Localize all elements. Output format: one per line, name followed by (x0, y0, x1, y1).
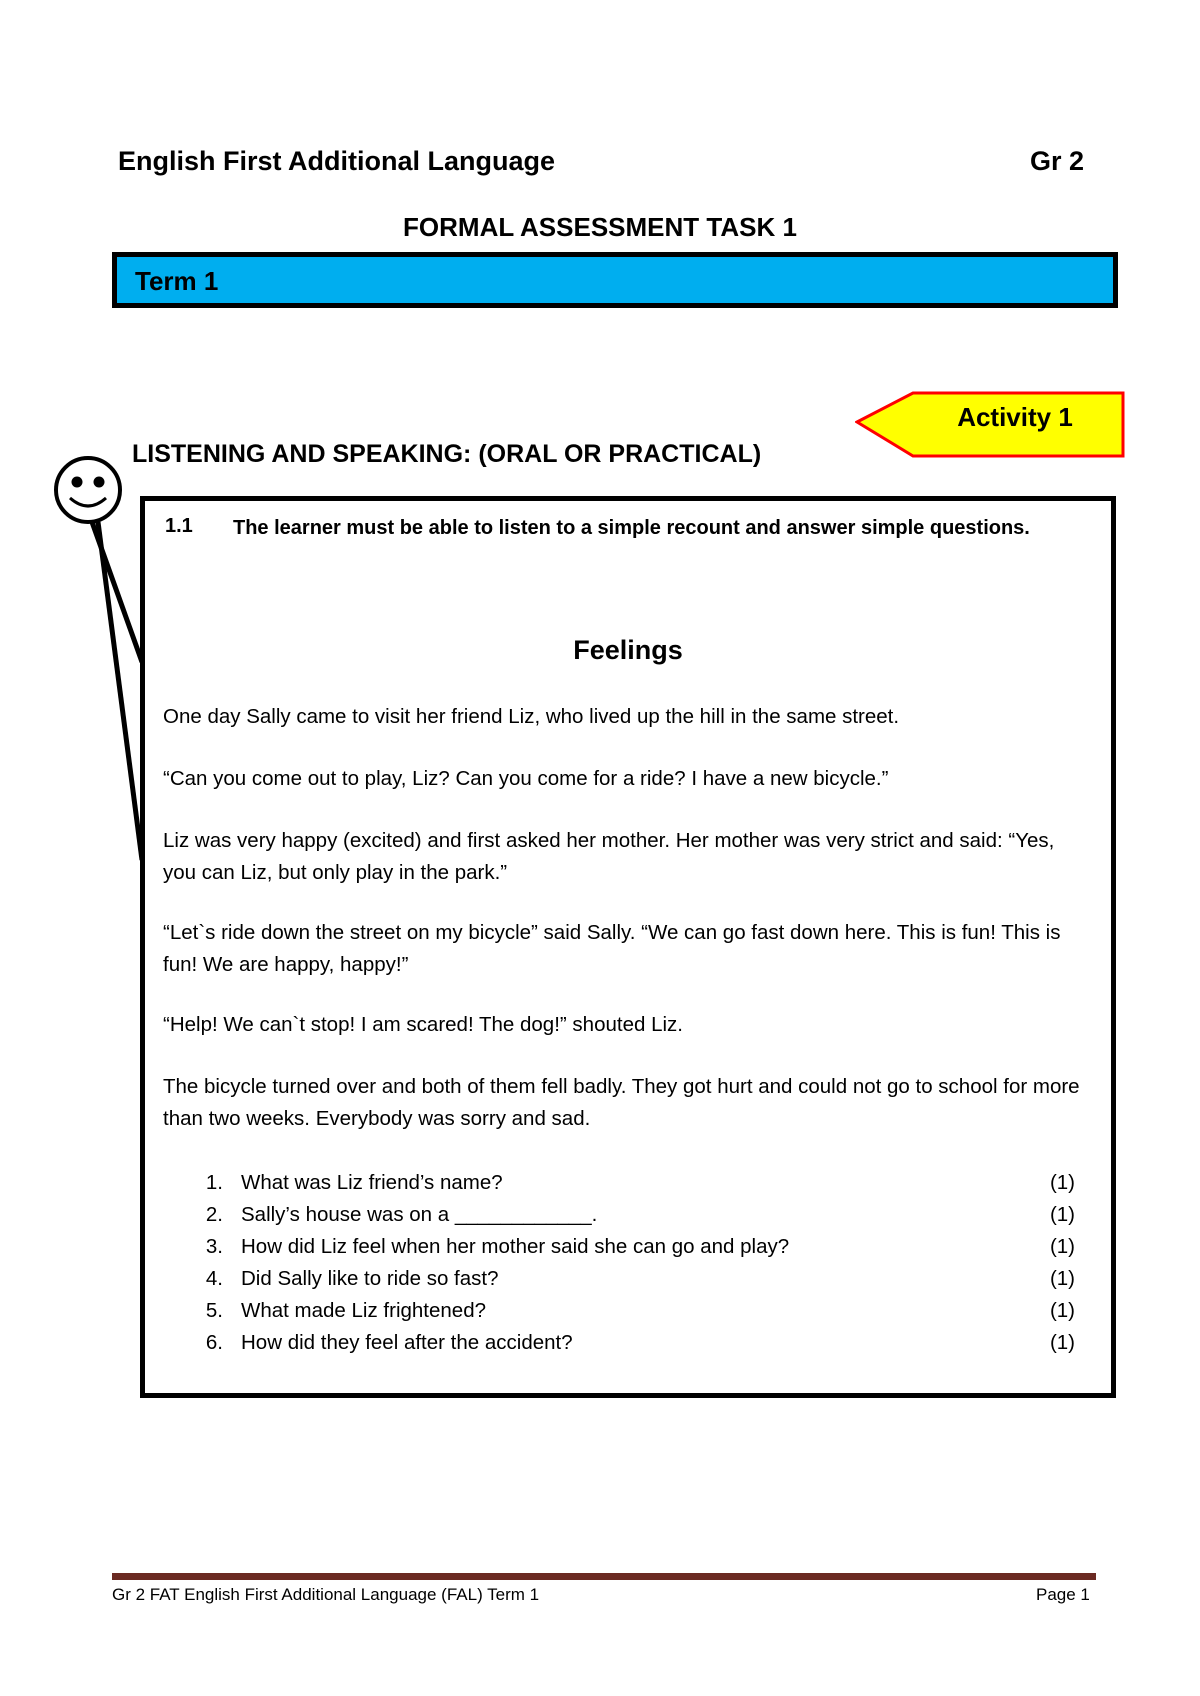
question-number: 4. (205, 1267, 223, 1290)
task-title: FORMAL ASSESSMENT TASK 1 (403, 212, 797, 242)
question-marks: (1) (1049, 1171, 1075, 1194)
question-number: 3. (205, 1235, 223, 1258)
question-number: 2. (205, 1203, 223, 1226)
story-paragraph: “Let`s ride down the street on my bicycle” said Sally. “We can go fast down here. This is fun! This is fun! We are happy, happy!” (163, 921, 1061, 976)
objective-number: 1.1 (165, 515, 193, 537)
question-text: How did they feel after the accident? (241, 1331, 573, 1354)
question-text: Sally’s house was on a ____________. (241, 1203, 598, 1226)
footer-text: Gr 2 FAT English First Additional Language (FAL) Term 1 (112, 1585, 540, 1604)
story-paragraph: “Help! We can`t stop! I am scared! The dog!” shouted Liz. (163, 1013, 683, 1036)
term-label: Term 1 (135, 266, 219, 296)
section-heading: LISTENING AND SPEAKING: (ORAL OR PRACTICAL) (132, 440, 762, 468)
question-text: What made Liz frightened? (241, 1299, 486, 1322)
question-marks: (1) (1049, 1203, 1075, 1226)
story-paragraph: Liz was very happy (excited) and first asked her mother. Her mother was very strict and said: “Yes, you can Liz, but only play in the park.” (163, 829, 1055, 884)
story-paragraph: One day Sally came to visit her friend Liz, who lived up the hill in the same street. (163, 705, 900, 728)
footer-rule (112, 1573, 1096, 1580)
story-title: Feelings (573, 635, 683, 665)
question-number: 5. (205, 1299, 223, 1322)
story-paragraph: The bicycle turned over and both of them fell badly. They got hurt and could not go to school for more than two weeks. Everybody was sorry and sad. (163, 1075, 1080, 1130)
term-banner (112, 252, 1118, 308)
question-text: How did Liz feel when her mother said she can go and play? (241, 1235, 790, 1258)
question-item (195, 1263, 1075, 1295)
question-marks: (1) (1049, 1235, 1075, 1258)
question-marks: (1) (1049, 1299, 1075, 1322)
question-item (195, 1199, 1075, 1231)
page-number: Page 1 (1036, 1585, 1090, 1604)
question-item (195, 1327, 1075, 1359)
question-item (195, 1231, 1075, 1263)
grade-label: Gr 2 (1030, 146, 1085, 176)
question-number: 1. (205, 1171, 223, 1194)
question-item (195, 1295, 1075, 1327)
activity-label: Activity 1 (957, 402, 1073, 432)
objective-text: The learner must be able to listen to a simple recount and answer simple questions. (233, 517, 1030, 539)
question-text: What was Liz friend’s name? (241, 1171, 503, 1194)
subject-title: English First Additional Language (118, 146, 556, 176)
activity-card (140, 496, 1116, 1398)
question-text: Did Sally like to ride so fast? (241, 1267, 499, 1290)
smiley-face-icon (50, 448, 150, 868)
question-number: 6. (205, 1331, 223, 1354)
story-paragraph: “Can you come out to play, Liz? Can you come for a ride? I have a new bicycle.” (163, 767, 889, 790)
question-marks: (1) (1049, 1331, 1075, 1354)
question-marks: (1) (1049, 1267, 1075, 1290)
question-item (195, 1167, 1075, 1199)
